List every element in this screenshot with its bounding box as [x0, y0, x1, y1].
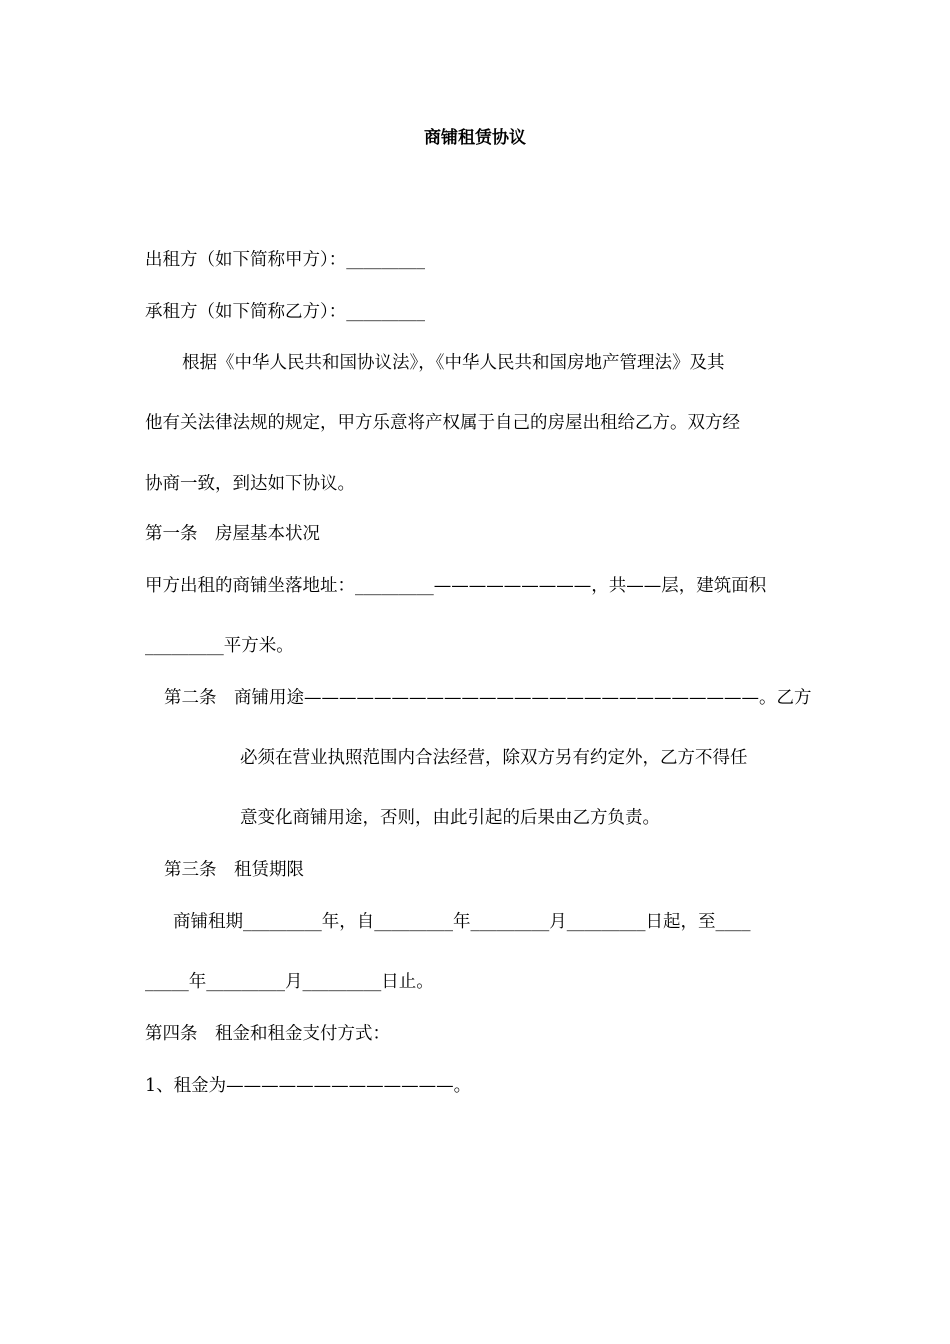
preamble-line-3: 协商一致，到达如下协议。 [145, 474, 355, 494]
preamble-line-2: 他有关法律法规的规定，甲方乐意将产权属于自己的房屋出租给乙方。双方经 [145, 413, 740, 433]
lessee-line: 承租方（如下简称乙方）：_________ [145, 302, 425, 322]
article2-heading-line: 第二条 商铺用途——————————————————————————。乙方 [164, 688, 812, 708]
article1-heading: 第一条 房屋基本状况 [145, 524, 320, 544]
preamble-line-1: 根据《中华人民共和国协议法》，《中华人民共和国房地产管理法》及其 [182, 353, 725, 373]
document-title: 商铺租赁协议 [424, 128, 526, 148]
article2-line-2: 意变化商铺用途，否则，由此引起的后果由乙方负责。 [240, 808, 660, 828]
article4-heading: 第四条 租金和租金支付方式： [145, 1024, 390, 1044]
article3-line-2: _____年_________月_________日止。 [145, 972, 434, 992]
article4-line-1: 1、租金为—————————————。 [145, 1076, 472, 1096]
article2-line-1: 必须在营业执照范围内合法经营，除双方另有约定外，乙方不得任 [240, 748, 748, 768]
article3-line-1: 商铺租期_________年，自_________年_________月_________日起，至____ [173, 912, 751, 932]
lessor-line: 出租方（如下简称甲方）：_________ [145, 250, 425, 270]
article1-line-2: _________平方米。 [145, 636, 294, 656]
article1-line-1: 甲方出租的商铺坐落地址：_________—————————，共——层，建筑面积 [145, 576, 767, 596]
article3-heading: 第三条 租赁期限 [164, 860, 304, 880]
